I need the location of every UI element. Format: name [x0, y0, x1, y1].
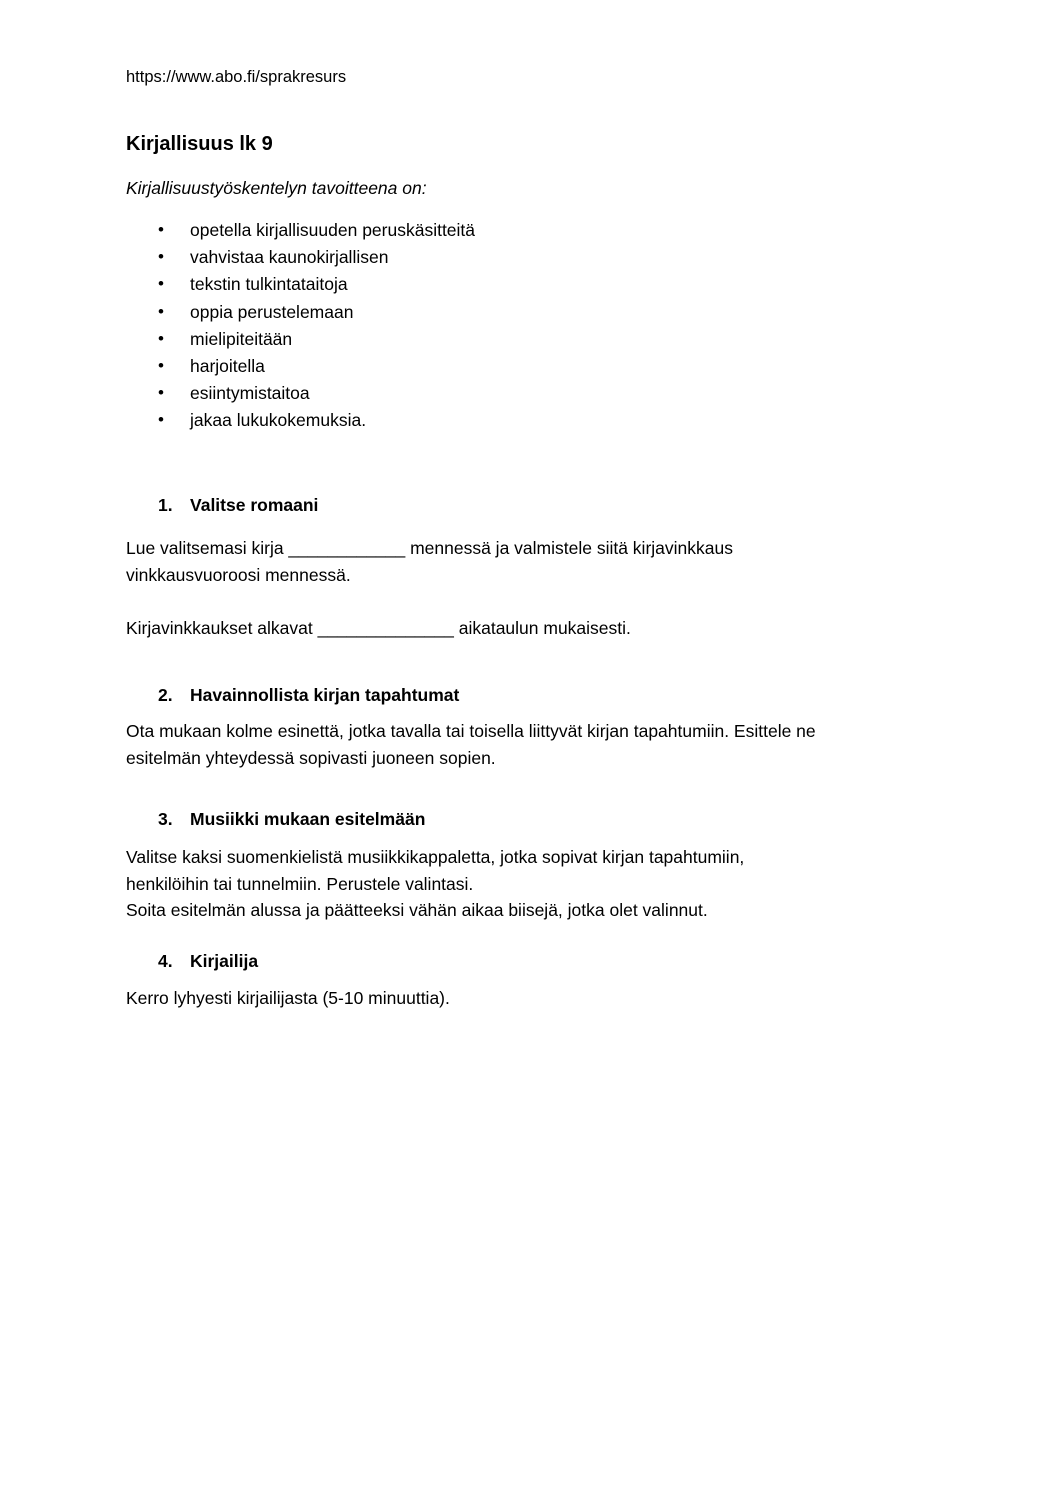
bullet-icon: •: [158, 383, 164, 403]
list-item: • esiintymistaitoa: [158, 383, 310, 404]
section-heading-4: 4. Kirjailija: [158, 951, 259, 971]
goals-list: [158, 219, 475, 437]
section-heading-1: 1. Valitse romaani: [158, 495, 319, 515]
section-heading-2: 2. Havainnollista kirjan tapahtumat: [158, 685, 460, 705]
bullet-icon: •: [158, 355, 164, 375]
bullet-icon: •: [158, 410, 164, 430]
section-4-paragraph: Kerro lyhyesti kirjailijasta (5-10 minuuttia).: [126, 988, 450, 1008]
list-item: • opetella kirjallisuuden peruskäsitteitä: [158, 220, 476, 240]
section-2-paragraph: Ota mukaan kolme esinettä, jotka tavalla tai toisella liittyvät kirjan tapahtumiin. Esittele ne esitelmän yhteydessä sopivasti juoneen sopien.: [126, 721, 816, 768]
bullet-icon: •: [158, 328, 164, 348]
header-url: https://www.abo.fi/sprakresurs: [126, 68, 347, 86]
section-1-paragraph-2: Kirjavinkkaukset alkavat ______________ aikataulun mukaisesti.: [126, 618, 631, 638]
list-item: • harjoitella: [158, 355, 265, 376]
section-3-paragraph: Valitse kaksi suomenkielistä musiikkikappaletta, jotka sopivat kirjan tapahtumiin, henkilöihin tai tunnelmiin. Perustele valintasi. Soita esitelmän alussa ja päätteeksi vähän aikaa biisejä, jotka olet valinnut.: [126, 847, 745, 920]
intro-text: Kirjallisuustyöskentelyn tavoitteena on:: [126, 178, 427, 198]
list-item: • jakaa lukukokemuksia.: [158, 410, 367, 431]
list-item: • oppia perustelemaan: [158, 301, 354, 322]
bullet-icon: •: [158, 220, 164, 239]
page-title: Kirjallisuus lk 9: [126, 133, 273, 155]
section-1-paragraph-1: Lue valitsemasi kirja ____________ mennessä ja valmistele siitä kirjavinkkaus vinkkausvuoroosi mennessä.: [126, 538, 733, 585]
list-item: • tekstin tulkintataitoja: [158, 274, 348, 295]
bullet-icon: •: [158, 301, 164, 321]
bullet-icon: •: [158, 247, 164, 267]
list-item: • mielipiteitään: [158, 328, 293, 349]
list-item: • vahvistaa kaunokirjallisen: [158, 247, 389, 268]
bullet-icon: •: [158, 274, 164, 294]
section-heading-3: 3. Musiikki mukaan esitelmään: [158, 809, 426, 829]
